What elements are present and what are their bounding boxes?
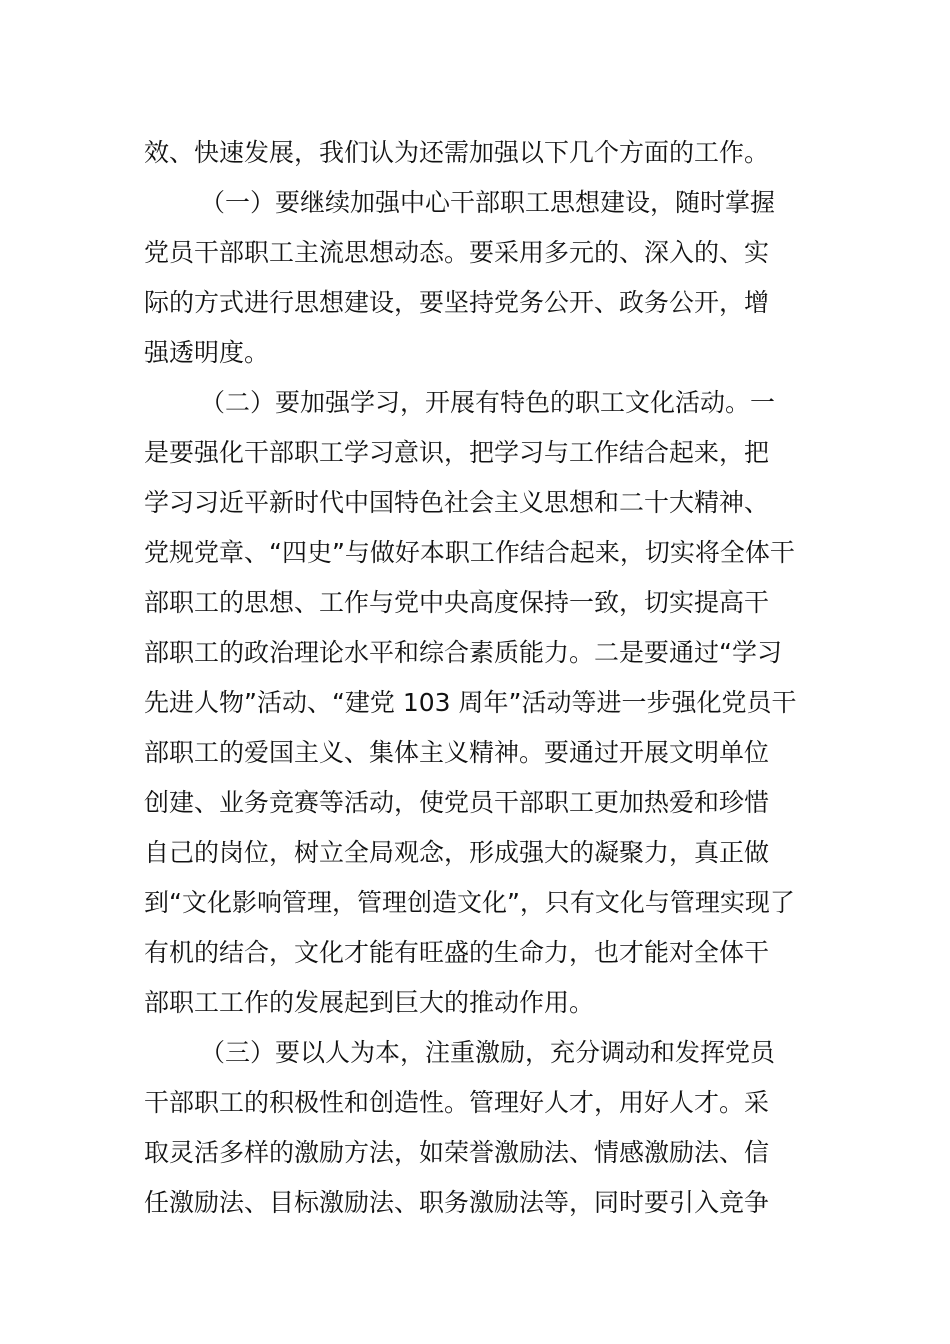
body-text [144,128,808,1228]
text-line: 取灵活多样的激励方法，如荣誉激励法、情感激励法、信 [144,1138,770,1167]
text-line: 自己的岗位，树立全局观念，形成强大的凝聚力，真正做 [144,838,770,867]
text-line: 创建、业务竞赛等活动，使党员干部职工更加热爱和珍惜 [144,788,770,817]
text-line: 际的方式进行思想建设，要坚持党务公开、政务公开，增 [144,288,770,317]
text-line: 到“文化影响管理，管理创造文化”，只有文化与管理实现了 [144,888,795,917]
text-line: 学习习近平新时代中国特色社会主义思想和二十大精神、 [144,488,770,517]
text-line: （一）要继续加强中心干部职工思想建设，随时掌握 [200,188,776,217]
text-line: 部职工的思想、工作与党中央高度保持一致，切实提高干 [144,588,770,617]
text-line: 先进人物”活动、“建党 103 周年”活动等进一步强化党员干 [144,688,797,717]
text-line: 是要强化干部职工学习意识，把学习与工作结合起来，把 [144,438,770,467]
text-line: 效、快速发展，我们认为还需加强以下几个方面的工作。 [144,138,770,167]
text-line: （二）要加强学习，开展有特色的职工文化活动。一 [200,388,776,417]
text-line: 党员干部职工主流思想动态。要采用多元的、深入的、实 [144,238,770,267]
text-line: 干部职工的积极性和创造性。管理好人才，用好人才。采 [144,1088,770,1117]
text-line: 强透明度。 [144,338,270,367]
text-line: 有机的结合，文化才能有旺盛的生命力，也才能对全体干 [144,938,770,967]
text-line: 部职工工作的发展起到巨大的推动作用。 [144,988,595,1017]
text-line: 任激励法、目标激励法、职务激励法等，同时要引入竞争 [144,1188,770,1217]
text-line: （三）要以人为本，注重激励，充分调动和发挥党员 [200,1038,776,1067]
text-line: 部职工的爱国主义、集体主义精神。要通过开展文明单位 [144,738,770,767]
text-line: 部职工的政治理论水平和综合素质能力。二是要通过“学习 [144,638,782,667]
text-line: 党规党章、“四史”与做好本职工作结合起来，切实将全体干 [144,538,795,567]
